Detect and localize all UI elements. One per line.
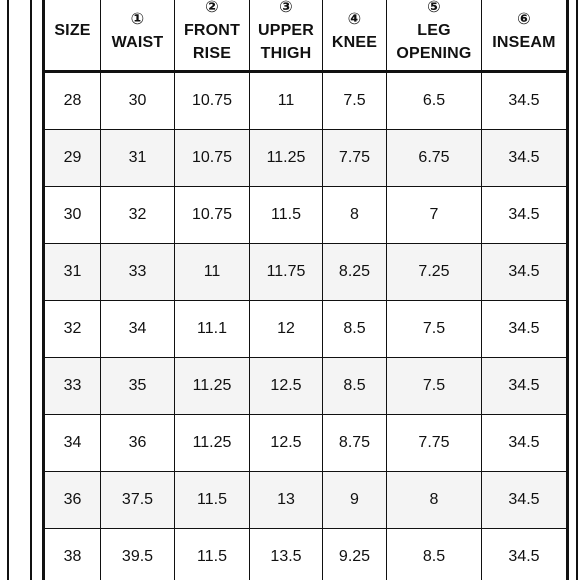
cell-waist: 31 <box>101 130 175 187</box>
cell-leg-opening: 6.5 <box>387 72 482 130</box>
table-row <box>44 244 568 301</box>
frame-border-right <box>576 0 578 580</box>
cell-front-rise: 10.75 <box>175 72 250 130</box>
cell-inseam: 34.5 <box>482 529 568 580</box>
cell-inseam: 34.5 <box>482 472 568 529</box>
cell-inseam: 34.5 <box>482 301 568 358</box>
cell-size: 32 <box>44 301 101 358</box>
cell-waist: 37.5 <box>101 472 175 529</box>
header-front-rise: ② FRONT RISE <box>175 0 250 72</box>
header-waist: ① WAIST <box>101 0 175 72</box>
header-leg-opening: ⑤ LEG OPENING <box>387 0 482 72</box>
cell-size: 33 <box>44 358 101 415</box>
table-body <box>44 72 568 580</box>
table-row <box>44 130 568 187</box>
header-upper-thigh: ③ UPPER THIGH <box>250 0 323 72</box>
cell-upper-thigh: 11 <box>250 72 323 130</box>
cell-upper-thigh: 12.5 <box>250 415 323 472</box>
cell-inseam: 34.5 <box>482 244 568 301</box>
cell-inseam: 34.5 <box>482 358 568 415</box>
table-row <box>44 415 568 472</box>
cell-upper-thigh: 11.5 <box>250 187 323 244</box>
cell-knee: 7.75 <box>323 130 387 187</box>
cell-upper-thigh: 13 <box>250 472 323 529</box>
cell-front-rise: 11.25 <box>175 358 250 415</box>
cell-size: 29 <box>44 130 101 187</box>
cell-leg-opening: 8.5 <box>387 529 482 580</box>
cell-size: 31 <box>44 244 101 301</box>
frame-border-left-inner <box>30 0 32 580</box>
table-row <box>44 358 568 415</box>
cell-inseam: 34.5 <box>482 187 568 244</box>
table-header-row <box>44 0 568 72</box>
table-row <box>44 472 568 529</box>
cell-size: 28 <box>44 72 101 130</box>
cell-front-rise: 11 <box>175 244 250 301</box>
cell-knee: 8.25 <box>323 244 387 301</box>
table-row <box>44 187 568 244</box>
cell-front-rise: 10.75 <box>175 187 250 244</box>
size-chart-table <box>42 0 569 580</box>
cell-front-rise: 11.1 <box>175 301 250 358</box>
header-inseam: ⑥ INSEAM <box>482 0 568 72</box>
cell-upper-thigh: 13.5 <box>250 529 323 580</box>
table-row <box>44 529 568 580</box>
table-row <box>44 72 568 130</box>
cell-leg-opening: 7.5 <box>387 301 482 358</box>
cell-size: 30 <box>44 187 101 244</box>
table-row <box>44 301 568 358</box>
cell-knee: 8.5 <box>323 301 387 358</box>
cell-upper-thigh: 11.75 <box>250 244 323 301</box>
cell-leg-opening: 7.75 <box>387 415 482 472</box>
cell-waist: 30 <box>101 72 175 130</box>
cell-front-rise: 11.25 <box>175 415 250 472</box>
cell-waist: 34 <box>101 301 175 358</box>
cell-size: 36 <box>44 472 101 529</box>
cell-front-rise: 11.5 <box>175 529 250 580</box>
cell-leg-opening: 8 <box>387 472 482 529</box>
cell-knee: 9 <box>323 472 387 529</box>
frame-border-left-outer <box>7 0 9 580</box>
cell-waist: 35 <box>101 358 175 415</box>
cell-knee: 7.5 <box>323 72 387 130</box>
cell-waist: 39.5 <box>101 529 175 580</box>
header-knee: ④ KNEE <box>323 0 387 72</box>
cell-inseam: 34.5 <box>482 130 568 187</box>
cell-inseam: 34.5 <box>482 72 568 130</box>
cell-size: 38 <box>44 529 101 580</box>
cell-knee: 8.5 <box>323 358 387 415</box>
cell-leg-opening: 7.25 <box>387 244 482 301</box>
cell-leg-opening: 7 <box>387 187 482 244</box>
cell-leg-opening: 6.75 <box>387 130 482 187</box>
header-size: SIZE <box>44 0 101 72</box>
cell-waist: 36 <box>101 415 175 472</box>
cell-knee: 8 <box>323 187 387 244</box>
cell-upper-thigh: 12.5 <box>250 358 323 415</box>
cell-front-rise: 11.5 <box>175 472 250 529</box>
cell-leg-opening: 7.5 <box>387 358 482 415</box>
cell-inseam: 34.5 <box>482 415 568 472</box>
cell-size: 34 <box>44 415 101 472</box>
cell-knee: 8.75 <box>323 415 387 472</box>
cell-front-rise: 10.75 <box>175 130 250 187</box>
cell-waist: 32 <box>101 187 175 244</box>
cell-waist: 33 <box>101 244 175 301</box>
cell-upper-thigh: 11.25 <box>250 130 323 187</box>
cell-upper-thigh: 12 <box>250 301 323 358</box>
cell-knee: 9.25 <box>323 529 387 580</box>
